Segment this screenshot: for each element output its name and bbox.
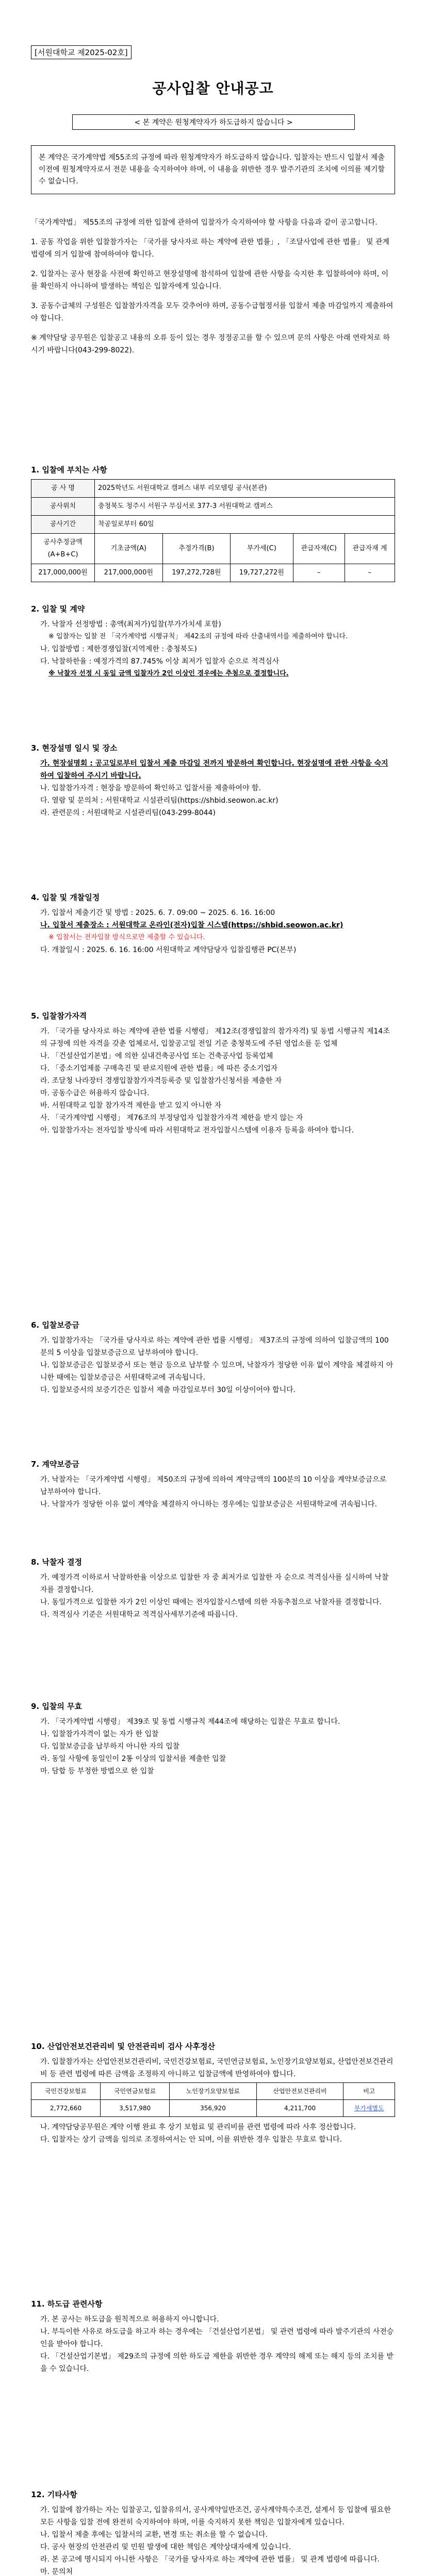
section-11 — [31, 2298, 395, 2375]
table-header: 기초금액(A) — [95, 534, 163, 564]
section-heading: 8. 낙찰자 결정 — [31, 1557, 83, 1567]
table-row — [31, 534, 395, 564]
table-cell: 217,000,000원 — [95, 564, 163, 582]
table-cell: 2025학년도 서원대학교 캠퍼스 내부 리모델링 공사(본관) — [95, 480, 395, 498]
section-1 — [31, 464, 395, 582]
section-8 — [31, 1556, 395, 1621]
section-note: ※ 입찰자는 입찰 전 「국가계약법 시행규칙」 제42조의 규정에 따라 산출내역서를 제출하여야 합니다. — [48, 633, 348, 640]
section-line: 나. 입찰참가자격이 없는 자가 한 입찰 — [40, 1730, 159, 1738]
section-9 — [31, 1700, 395, 1777]
section-line: 다. 입찰자는 상기 금액을 임의로 조정하여서는 안 되며, 이를 위반한 경우 입찰은 무효로 합니다. — [40, 2136, 342, 2144]
table-cell: – — [345, 564, 395, 582]
section-line: 나. 「건설산업기본법」에 의한 실내건축공사업 또는 건축공사업 등록업체 — [40, 1052, 273, 1060]
section-line: 아. 입찰참가자는 전자입찰 방식에 따라 서원대학교 전자입찰시스템에 이용자 등록을 하여야 합니다. — [40, 1126, 354, 1134]
table-cell: 4,211,700 — [256, 2100, 343, 2117]
section-heading: 12. 기타사항 — [31, 2490, 77, 2499]
section-heading: 10. 산업안전보건관리비 및 안전관리비 검사 사후정산 — [31, 2042, 215, 2051]
table-label: 공 사 명 — [31, 480, 95, 498]
section-line: 마. 담합 등 부정한 방법으로 한 입찰 — [40, 1767, 154, 1775]
section-heading: 1. 입찰에 부치는 사항 — [31, 465, 107, 474]
preface-line: 2. 입찰자는 공사 현장을 사전에 확인하고 현장설명에 참석하여 입찰에 관한 사항을 숙지한 후 입찰하여야 하며, 이를 확인하지 아니하여 발생하는 책임은 입찰자에게 있습니다. — [31, 270, 389, 291]
section-line: 가. 입찰에 참가하는 자는 입찰공고, 입찰유의서, 공사계약일반조건, 공사계약특수조건, 설계서 등 입찰에 필요한 모든 사항을 입찰 전에 완전히 숙지하여야 하며, 이를 숙지하지 못한 책임은 입찰자에게 있습니다. — [40, 2506, 391, 2527]
preface — [31, 216, 395, 364]
table-row — [31, 516, 395, 534]
section-line: 다. 입찰보증금을 납부하지 아니한 자의 입찰 — [40, 1742, 180, 1751]
table-header: 공사추정금액(A+B+C) — [31, 534, 95, 564]
section-line: 가. 「국가를 당사자로 하는 계약에 관한 법률 시행령」 제12조(경쟁입찰의 참가자격) 및 동법 시행규칙 제14조의 규정에 의한 자격을 갖춘 업체로서, 입찰공고일 전일 기준 충청북도에 주된 영업소를 둔 업체 — [40, 1027, 390, 1048]
section-2 — [31, 603, 395, 680]
table-cell: 356,920 — [170, 2100, 257, 2117]
section-line: 다. 「중소기업제품 구매촉진 및 판로지원에 관한 법률」에 따른 중소기업자 — [40, 1064, 278, 1073]
section-line: 가. 입찰참가자는 「국가를 당사자로 하는 계약에 관한 법률 시행령」 제37조의 규정에 의하여 입찰금액의 100분의 5 이상을 입찰보증금으로 납부하여야 합니다. — [40, 1336, 389, 1357]
section-note: ※ 낙찰자 선정 시 동일 금액 입찰자가 2인 이상인 경우에는 추첨으로 결정합니다. — [48, 670, 289, 677]
section-line: 가. 낙찰자는 「국가계약법 시행령」 제50조의 규정에 의하여 계약금액의 100분의 10 이상을 계약보증금으로 납부하여야 합니다. — [40, 1476, 387, 1496]
table-label: 공사기간 — [31, 516, 95, 534]
section-line: 바. 서원대학교 입찰 참가자격 제한을 받고 있지 아니한 자 — [40, 1101, 222, 1110]
section-heading: 7. 계약보증금 — [31, 1460, 79, 1469]
section-line: 가. 「국가계약법 시행령」 제39조 및 동법 시행규칙 제44조에 해당하는 입찰은 무효로 합니다. — [40, 1718, 340, 1726]
section-line: 가. 본 공사는 하도급을 원칙적으로 허용하지 아니합니다. — [40, 2315, 219, 2324]
table-cell: 197,272,728원 — [162, 564, 231, 582]
section-line: 나. 계약담당공무원은 계약 이행 완료 후 상기 보험료 및 관리비를 관련 법령에 따라 사후 정산합니다. — [40, 2123, 356, 2131]
bid-summary-table — [31, 479, 395, 582]
table-row — [31, 2083, 395, 2100]
section-line: 나. 입찰참가자격 : 현장을 방문하여 확인하고 입찰서를 제출하여야 함. — [40, 784, 261, 792]
section-line: 나. 낙찰자가 정당한 이유 없이 계약을 체결하지 아니하는 경우에는 입찰보증금은 서원대학교에 귀속됩니다. — [40, 1500, 377, 1509]
section-heading: 5. 입찰참가자격 — [31, 1011, 87, 1021]
section-line: 다. 적격심사 기준은 서원대학교 적격심사세부기준에 따릅니다. — [40, 1611, 238, 1619]
section-line: 사. 「국가계약법 시행령」 제76조의 부정당업자 입찰참가자격 제한을 받지 않는 자 — [40, 1114, 303, 1122]
table-header: 비고 — [343, 2083, 395, 2100]
section-line: 가. 입찰참가자는 산업안전보건관리비, 국민건강보험료, 국민연금보험료, 노인장기요양보험료, 산업안전보건관리비 등 관련 법령에 따른 금액을 조정하지 아니하고 입찰금액에 반영하여야 합니다. — [40, 2058, 394, 2078]
section-heading: 2. 입찰 및 계약 — [31, 604, 85, 614]
section-line: 가. 낙찰자 선정방법 : 총액(최저가)입찰(부가가치세 포함) — [40, 620, 221, 629]
section-line: 나. 동일가격으로 입찰한 자가 2인 이상인 때에는 전자입찰시스템에 의한 자동추첨으로 낙찰자를 결정합니다. — [40, 1598, 382, 1606]
section-line: 나. 입찰보증금은 입찰보증서 또는 현금 등으로 납부할 수 있으며, 낙찰자가 정당한 이유 없이 계약을 체결하지 아니한 때에는 입찰보증금은 서원대학교에 귀속됩니다. — [40, 1361, 394, 1382]
preface-line: ※ 계약담당 공무원은 입찰공고 내용의 오류 등이 있는 경우 정정공고를 할 수 있으며 문의 사항은 아래 연락처로 하시기 바랍니다(043-299-8022). — [31, 334, 390, 354]
table-cell: 2,772,660 — [31, 2100, 101, 2117]
table-cell: 착공일로부터 60일 — [95, 516, 395, 534]
section-line: 라. 관련문의 : 서원대학교 시설관리팀(043-299-8044) — [40, 809, 216, 817]
table-row — [31, 2100, 395, 2117]
section-line: 라. 본 공고에 명시되지 아니한 사항은 「국가를 당사자로 하는 계약에 관한 법률」 및 관계 법령에 따릅니다. — [40, 2555, 380, 2564]
table-cell: 3,517,980 — [101, 2100, 170, 2117]
preface-line: 1. 공동 작업을 위한 입찰참가자는 「국가를 당사자로 하는 계약에 관한 법률」, 「조달사업에 관한 법률」 및 관계법령에 의거 입찰에 참여하여야 합니다. — [31, 238, 390, 259]
table-header: 국민건강보험료 — [31, 2083, 101, 2100]
table-cell: – — [293, 564, 345, 582]
section-heading: 6. 입찰보증금 — [31, 1320, 79, 1330]
section-line: 라. 조달청 나라장터 경쟁입찰참가자격등록증 및 입찰참가신청서를 제출한 자 — [40, 1077, 282, 1085]
section-heading: 11. 하도급 관련사항 — [31, 2299, 103, 2309]
table-cell: 충청북도 청주시 서원구 무심서로 377-3 서원대학교 캠퍼스 — [95, 498, 395, 516]
table-header: 산업안전보건관리비 — [256, 2083, 343, 2100]
table-label: 공사위치 — [31, 498, 95, 516]
table-header: 관급자재(C) — [293, 534, 345, 564]
table-header: 추정가격(B) — [162, 534, 231, 564]
section-line: 다. 공사 현장의 안전관리 및 민원 발생에 대한 책임은 계약상대자에게 있습니다. — [40, 2543, 291, 2551]
section-line: 나. 입찰서 제출장소 : 서원대학교 온라인(전자)입찰 시스템(https://shbid.seowon.ac.kr) — [40, 921, 343, 929]
table-cell: 부가세별도 — [343, 2100, 395, 2117]
table-header: 부가세(C) — [231, 534, 293, 564]
page-title: 공사입찰 안내공고 — [152, 80, 274, 97]
table-row — [31, 498, 395, 516]
preface-line: 3. 공동수급체의 구성원은 입찰참가자격을 모두 갖추어야 하며, 공동수급협정서를 입찰서 제출 마감일까지 제출하여야 합니다. — [31, 302, 394, 323]
table-header: 국민연금보험료 — [101, 2083, 170, 2100]
section-line: 가. 예정가격 이하로서 낙찰하한율 이상으로 입찰한 자 중 최저가로 입찰한 자 순으로 적격심사를 실시하여 낙찰자를 결정합니다. — [40, 1573, 389, 1594]
section-line: 나. 입찰방법 : 제한경쟁입찰(지역제한 : 충청북도) — [40, 645, 198, 653]
section-line: 다. 낙찰하한율 : 예정가격의 87.745% 이상 최저가 입찰자 순으로 적격심사 — [40, 657, 280, 666]
insurance-table — [31, 2082, 395, 2117]
section-3 — [31, 742, 395, 819]
section-line: 가. 현장설명회 : 공고일로부터 입찰서 제출 마감일 전까지 방문하여 확인합니다. 현장설명에 관한 사항을 숙지하여 입찰하여 주시기 바랍니다. — [40, 759, 388, 780]
intro-notice-box: 본 계약은 국가계약법 제55조의 규정에 따라 원청계약자가 하도급하지 않습니다. 입찰자는 반드시 입찰서 제출 이전에 원청계약자로서 전문 내용을 숙지하여야 하며, 이 내용을 위반한 경우 발주기관의 조치에 이의를 제기할 수 없습니다. — [31, 145, 395, 194]
section-line: 다. 「건설산업기본법」 제29조의 규정에 의한 하도급 제한을 위반한 경우 계약의 해제 또는 해지 등의 조치를 받을 수 있습니다. — [40, 2352, 394, 2373]
section-5 — [31, 1010, 395, 1137]
section-line: 나. 부득이한 사유로 하도급을 하고자 하는 경우에는 「건설산업기본법」 및 관련 법령에 따라 발주기관의 사전승인을 받아야 합니다. — [40, 2328, 394, 2348]
table-row — [31, 564, 395, 582]
notice-banner: < 본 계약은 원청계약자가 하도급하지 않습니다 > — [72, 114, 355, 130]
section-line: 다. 입찰보증서의 보증기간은 입찰서 제출 마감일로부터 30일 이상이어야 합니다. — [40, 1386, 296, 1394]
section-10 — [31, 2040, 395, 2146]
section-line: 라. 동일 사항에 동일인이 2통 이상의 입찰서를 제출한 입찰 — [40, 1755, 226, 1763]
section-note: ※ 입찰서는 전자입찰 방식으로만 제출할 수 있습니다. — [48, 934, 205, 941]
section-6 — [31, 1319, 395, 1396]
section-heading: 4. 입찰 및 개찰일정 — [31, 893, 100, 902]
section-12 — [31, 2488, 395, 2576]
section-heading: 9. 입찰의 무효 — [31, 1702, 83, 1711]
document-number: [서원대학교 제2025-02호] — [31, 45, 132, 59]
preface-line: 「국가계약법」 제55조의 규정에 의한 입찰에 관하여 입찰자가 숙지하여야 할 사항을 다음과 같이 공고합니다. — [31, 218, 378, 227]
section-7 — [31, 1458, 395, 1511]
section-4 — [31, 891, 395, 956]
section-line: 마. 문의처 — [40, 2568, 73, 2576]
section-line: 나. 입찰서 제출 후에는 입찰서의 교환, 변경 또는 취소를 할 수 없습니다. — [40, 2531, 268, 2539]
section-line: 다. 열람 및 문의처 : 서원대학교 시설관리팀(https://shbid.seowon.ac.kr) — [40, 796, 278, 805]
table-header: 노인장기요양보험료 — [170, 2083, 257, 2100]
table-row — [31, 480, 395, 498]
section-line: 다. 개찰일시 : 2025. 6. 16. 16:00 서원대학교 계약담당자 입찰집행관 PC(본부) — [40, 946, 297, 954]
section-line: 마. 공동수급은 허용하지 않습니다. — [40, 1089, 150, 1097]
table-cell: 19,727,272원 — [231, 564, 293, 582]
table-header: 관급자재 계 — [345, 534, 395, 564]
table-cell: 217,000,000원 — [31, 564, 95, 582]
section-line: 가. 입찰서 제출기간 및 방법 : 2025. 6. 7. 09:00 ~ 2025. 6. 16. 16:00 — [40, 909, 275, 917]
section-heading: 3. 현장설명 일시 및 장소 — [31, 743, 118, 753]
